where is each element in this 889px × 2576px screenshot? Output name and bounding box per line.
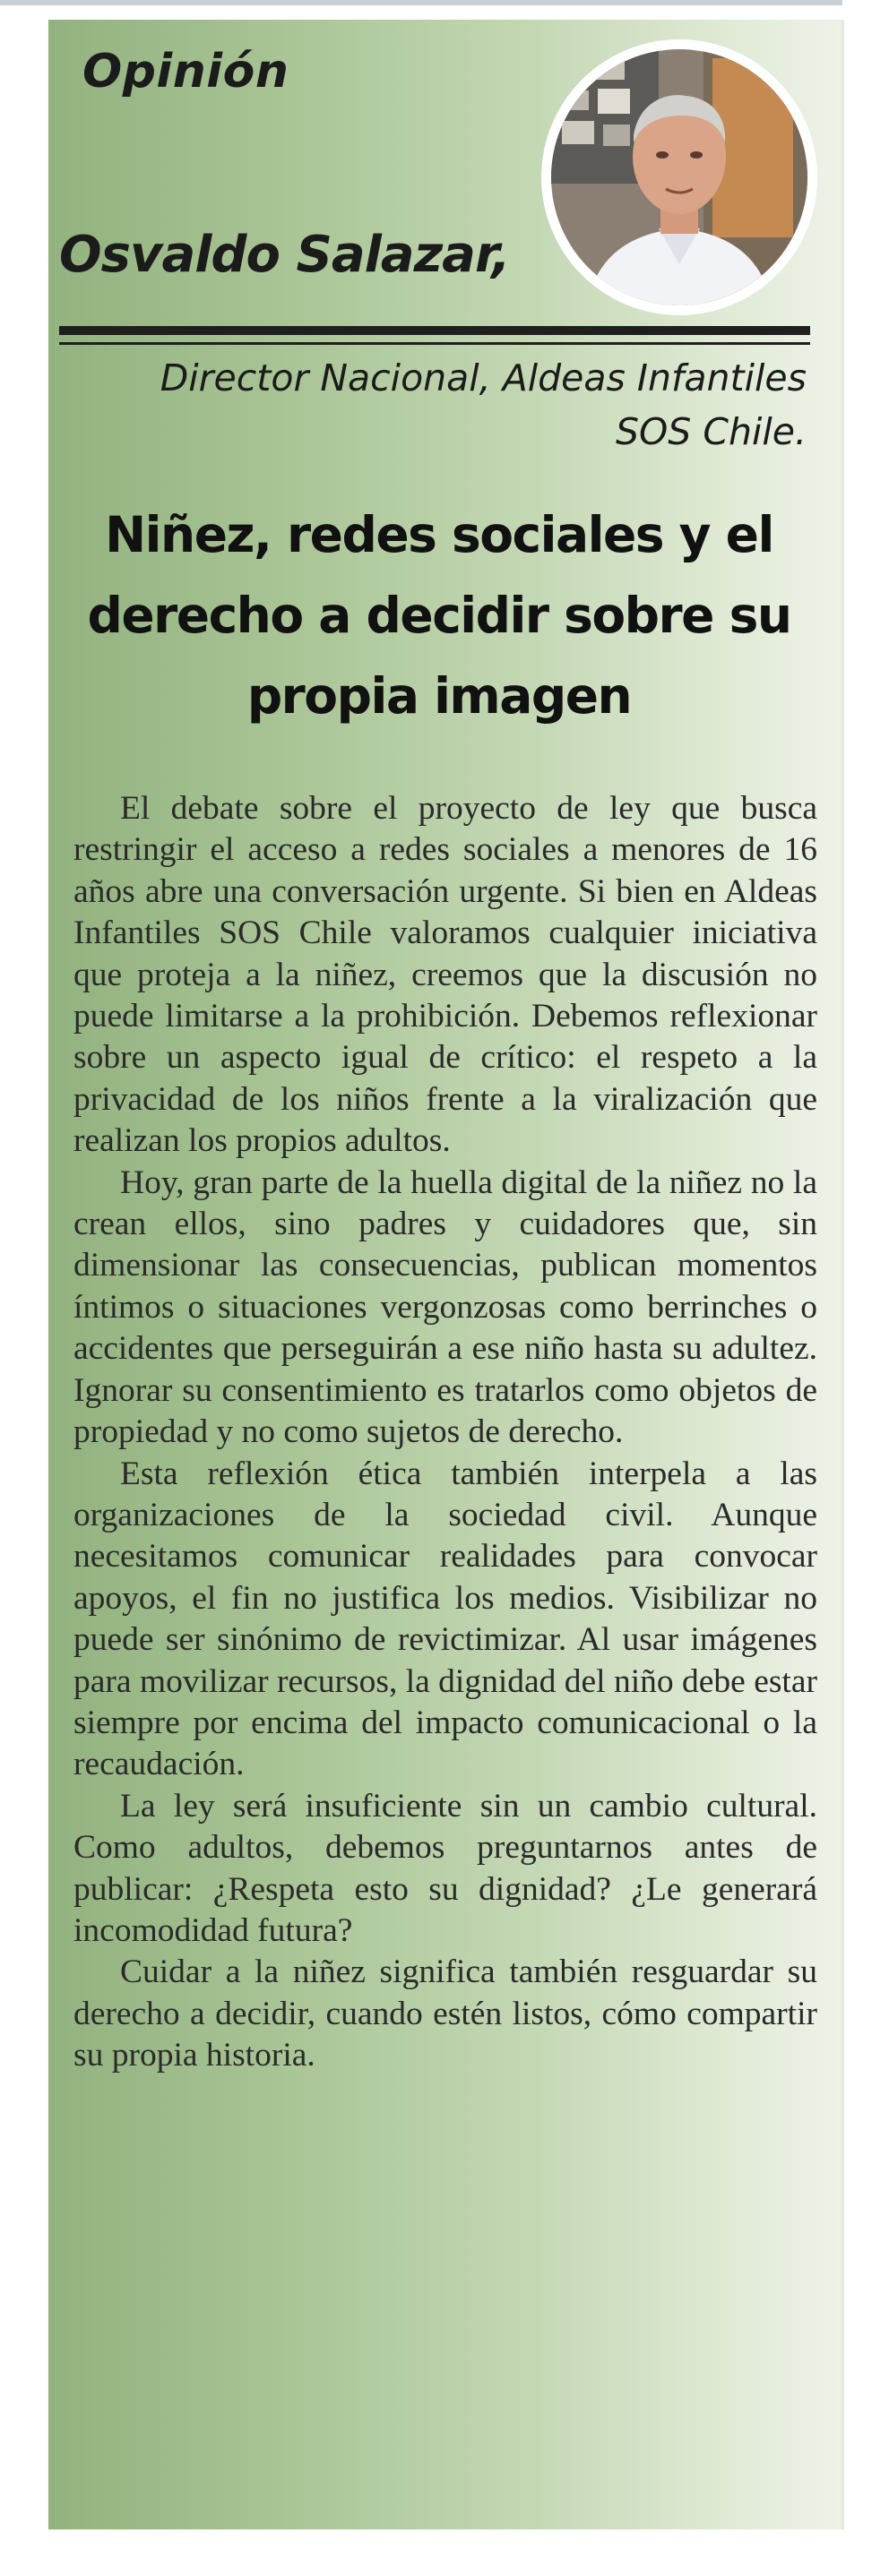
top-rule [0,0,842,5]
author-role: Director Nacional, Aldeas Infantiles SOS Chile. [160,356,807,453]
author-photo [551,49,807,305]
article-body [73,788,817,2077]
article-paragraph: Esta reflexión ética también interpela a las organizaciones de la sociedad civil. Aunque necesitamos comunicar realidades para convocar apoyos, el fin no justifica los medios. Visibilizar no puede ser sinónimo de revictimizar. Al usar imágenes para movilizar recursos, la dignidad del niño debe estar siempre por encima del impacto comunicacional o la recaudación. [73,1455,817,1783]
article-paragraph: El debate sobre el proyecto de ley que busca restringir el acceso a redes sociales a menores de 16 años abre una conversación urgente. Si bien en Aldeas Infantiles SOS Chile valoramos cualquier iniciativa que proteja a la niñez, creemos que la discusión no puede limitarse a la prohibición. Debemos reflexionar sobre un aspecto igual de crítico: el respeto a la privacidad de los niños frente a la viralización que realizan los propios adultos. [73,790,817,1160]
panel-edge [841,20,844,2529]
article-title: Niñez, redes sociales y el derecho a decidir sobre su propia imagen [87,506,791,725]
section-label: Opinión [82,45,289,99]
article-paragraph: Cuidar a la niñez significa también resguardar su derecho a decidir, cuando estén listos, cómo compartir su propia historia. [73,1953,817,2074]
article-paragraph: La ley será insuficiente sin un cambio cultural. Como adultos, debemos preguntarnos antes de publicar: ¿Respeta esto su dignidad? ¿Le generará incomodidad futura? [73,1787,817,1949]
divider-thin [59,342,810,345]
article-paragraph: Hoy, gran parte de la huella digital de la niñez no la crean ellos, sino padres y cuidadores que, sin dimensionar las consecuencias, publican momentos íntimos o situaciones vergonzosas como berrinches o accidentes que perseguirán a ese niño hasta su adultez. Ignorar su consentimiento es tratarlos como objetos de propiedad y no como sujetos de derecho. [73,1163,817,1451]
author-portrait [541,39,817,315]
divider-thick [59,326,810,335]
author-name: Osvaldo Salazar, [59,226,510,284]
